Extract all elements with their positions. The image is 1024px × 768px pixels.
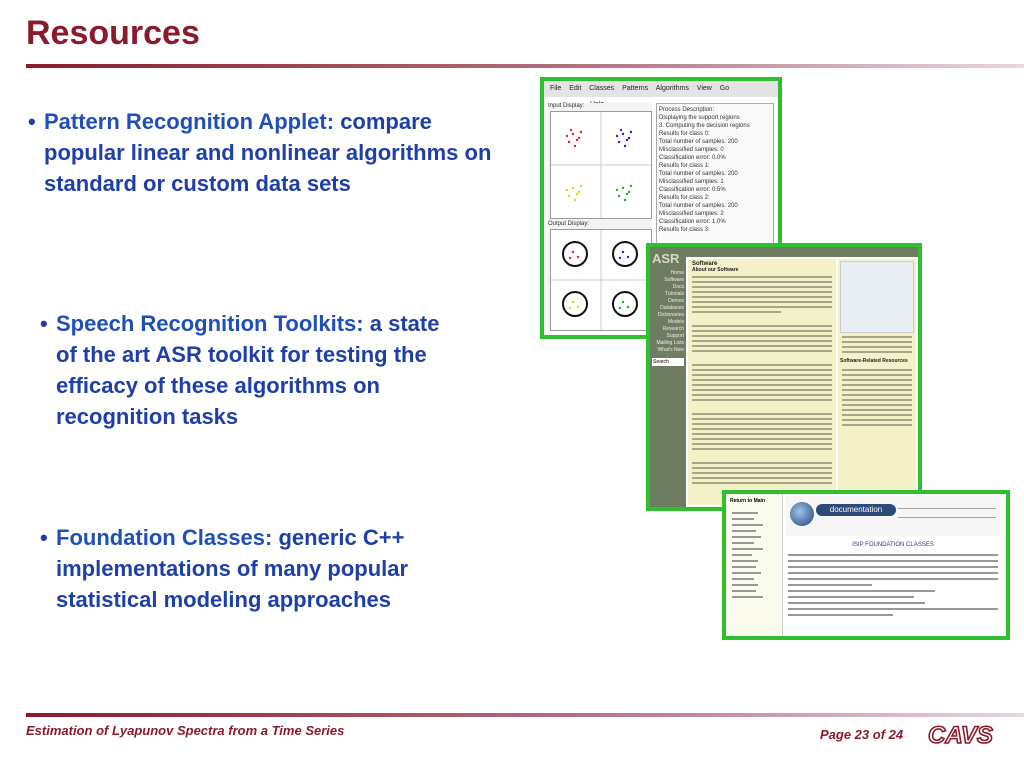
desc-line: Classification error: 0.5% (659, 187, 726, 193)
foundation-classes-screenshot (722, 490, 1010, 640)
bullet-text: compare popular linear and nonlinear algorithms on standard or custom data sets (44, 109, 492, 196)
footer-title: Estimation of Lyapunov Spectra from a Time Series (26, 723, 345, 738)
asr-nav-item: Home (670, 270, 684, 276)
fc-waveform (898, 508, 996, 518)
asr-nav-item: Support (666, 333, 684, 339)
fc-heading: ISIP FOUNDATION CLASSES (852, 542, 934, 548)
desc-line: 3. Computing the decision regions (659, 123, 750, 129)
asr-nav-item: Tutorials (665, 291, 684, 297)
applet-menubar (544, 81, 778, 97)
menu-edit: Edit (569, 85, 582, 92)
desc-line: Displaying the support regions (659, 115, 740, 121)
bullet-lead: Foundation Classes: (56, 525, 273, 550)
input-scatter (551, 112, 651, 218)
asr-nav-item: What's New (657, 347, 684, 353)
menu-patterns: Patterns (622, 85, 649, 92)
asr-nav-item: Mailing Lists (656, 340, 684, 346)
process-description-label: Process Description: (659, 107, 715, 113)
menu-view: View (696, 85, 712, 92)
asr-logo: ASR (652, 251, 680, 266)
input-display-label: Input Display: (548, 103, 585, 109)
bullet-marker: • (40, 311, 48, 336)
title-divider (26, 64, 1024, 68)
fc-nav-title: Return to Main (730, 498, 765, 504)
desc-line: Classification error: 1.0% (659, 219, 726, 225)
bullet-speech-recognition (40, 308, 456, 432)
desc-line: Misclassified samples: 0 (659, 147, 724, 153)
desc-line: Misclassified samples: 2 (659, 211, 724, 217)
desc-line: Total number of samples: 200 (659, 171, 738, 177)
footer-divider (26, 713, 1024, 717)
cavs-logo-text: CAVS (928, 722, 993, 749)
page-number: Page 23 of 24 (820, 727, 904, 742)
asr-heading: Software (692, 261, 718, 267)
desc-line: Results for class 2: (659, 195, 710, 201)
desc-line: Classification error: 0.0% (659, 155, 726, 161)
asr-sidebar (650, 247, 686, 507)
asr-topbar (686, 247, 918, 257)
desc-line: Total number of samples: 200 (659, 139, 738, 145)
page-title: Resources (26, 14, 200, 52)
output-display-label: Output Display: (548, 221, 590, 227)
bullet-foundation-classes (40, 522, 456, 615)
desc-line: Results for class 3: (659, 227, 710, 233)
desc-line: Results for class 1: (659, 163, 710, 169)
bullet-lead: Speech Recognition Toolkits: (56, 311, 364, 336)
asr-search-box: Search (652, 358, 684, 366)
fc-documentation-label: documentation (816, 504, 896, 516)
cavs-logo-graphic (926, 721, 1002, 749)
cavs-logo (926, 721, 1002, 754)
asr-right-column (838, 259, 916, 505)
asr-software-screenshot (646, 243, 922, 511)
fc-globe-logo (790, 502, 814, 526)
asr-resources-heading: Software-Related Resources (840, 358, 908, 364)
bullet-lead: Pattern Recognition Applet: (44, 109, 335, 134)
asr-subheading: About our Software (692, 267, 739, 273)
input-plot (550, 111, 652, 219)
fc-banner (786, 496, 1000, 536)
asr-nav-item: Databases (660, 305, 684, 311)
bullet-pattern-recognition (28, 106, 494, 199)
menu-classes: Classes (589, 85, 615, 92)
output-plot (550, 229, 652, 331)
menu-file: File (550, 85, 562, 92)
asr-nav-item: Docs (672, 284, 684, 290)
desc-line: Misclassified samples: 1 (659, 179, 724, 185)
asr-cartoon-image (840, 261, 914, 333)
asr-body (688, 259, 836, 505)
menu-go: Go (719, 85, 730, 92)
asr-nav-item: Software (664, 277, 684, 283)
fc-content (788, 542, 998, 620)
asr-nav-item: Research (662, 326, 684, 332)
menu-algorithms: Algorithms (655, 85, 689, 92)
desc-line: Total number of samples: 200 (659, 203, 738, 209)
bullet-text: a state of the art ASR toolkit for testing the efficacy of these algorithms on recognition tasks (56, 311, 440, 429)
asr-nav (650, 270, 686, 354)
bullet-marker: • (40, 525, 48, 550)
fc-nav (726, 494, 783, 636)
output-scatter (551, 230, 651, 330)
desc-line: Results for class 0: (659, 131, 710, 137)
bullet-marker: • (28, 109, 36, 134)
asr-nav-item: Dictionaries (657, 312, 684, 318)
applet-plots (548, 103, 652, 331)
asr-nav-item: Demos (668, 298, 684, 304)
asr-nav-item: Models (667, 319, 684, 325)
bullet-text: generic C++ implementations of many popular statistical modeling approaches (56, 525, 409, 612)
